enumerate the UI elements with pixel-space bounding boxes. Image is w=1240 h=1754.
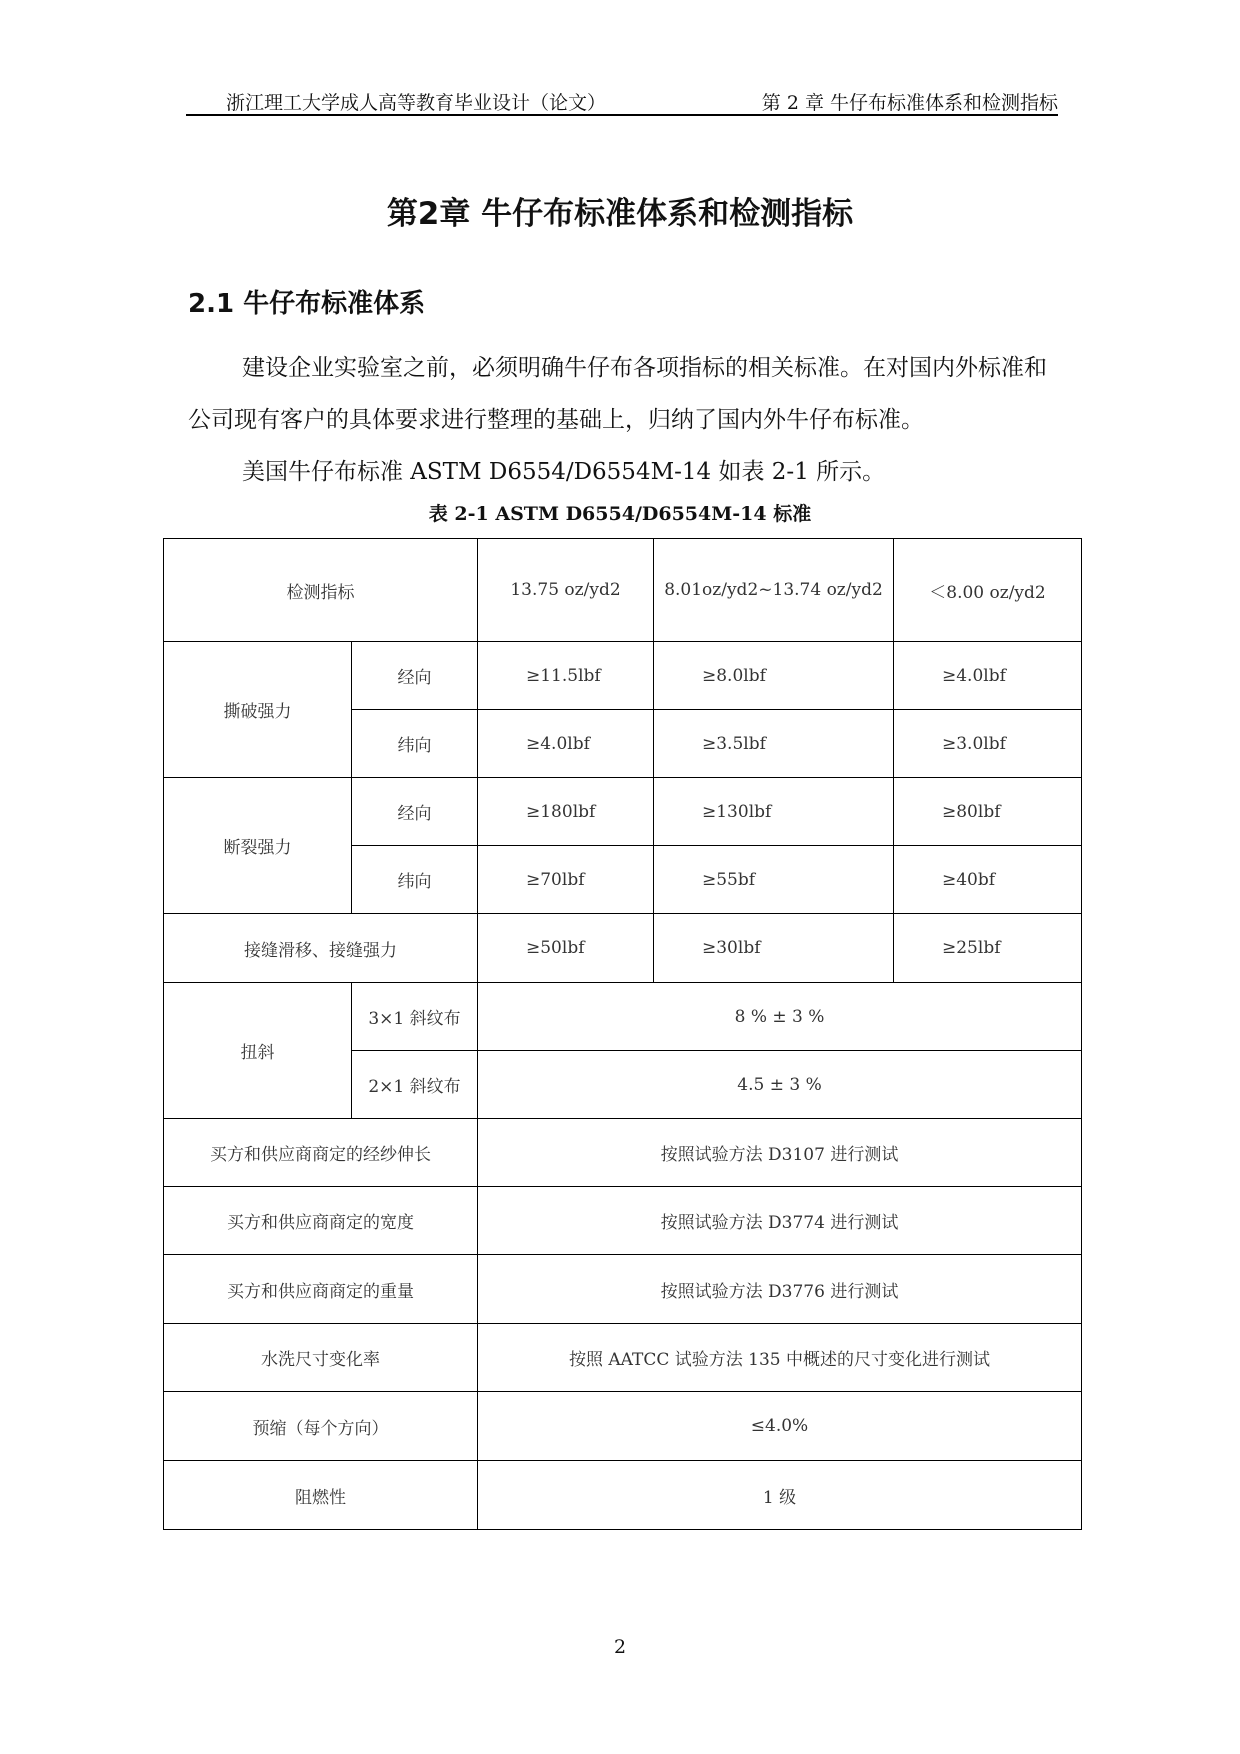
value-cell: ≥130lbf [654,778,894,846]
row-label: 买方和供应商商定的重量 [164,1255,478,1324]
value-cell: ≥8.0lbf [654,642,894,710]
value-cell: ≥180lbf [478,778,654,846]
value-cell: ≥70lbf [478,846,654,914]
table-row [164,914,1082,983]
intro-paragraph: 建设企业实验室之前，必须明确牛仔布各项指标的相关标准。在对国内外标准和公司现有客户的具体要求进行整理的基础上，归纳了国内外牛仔布标准。 [188,355,1047,433]
seam-slippage-label: 接缝滑移、接缝强力 [164,914,478,983]
row-label: 水洗尺寸变化率 [164,1324,478,1392]
value-cell: ≥55bf [654,846,894,914]
header-weight-heavy-cell: 13.75 oz/yd2 [478,539,654,642]
value-cell: 4.5 ± 3 % [478,1051,1082,1119]
row-label: 买方和供应商商定的宽度 [164,1187,478,1255]
table-row [164,1255,1082,1324]
value-cell: ≥4.0lbf [478,710,654,778]
twill-type-cell: 2×1 斜纹布 [352,1051,478,1119]
direction-cell: 经向 [352,778,478,846]
table-row [164,1119,1082,1187]
value-cell: ≥40bf [894,846,1082,914]
value-cell: 按照试验方法 D3776 进行测试 [478,1255,1082,1324]
table-row [164,778,1082,846]
header-indicator-cell: 检测指标 [164,539,478,642]
direction-cell: 纬向 [352,846,478,914]
table-row [164,1461,1082,1530]
table-row [164,1392,1082,1461]
direction-cell: 纬向 [352,710,478,778]
table-row [164,1187,1082,1255]
value-cell: ≤4.0% [478,1392,1082,1461]
value-cell: ≥3.0lbf [894,710,1082,778]
value-cell: 按照 AATCC 试验方法 135 中概述的尺寸变化进行测试 [478,1324,1082,1392]
twill-type-cell: 3×1 斜纹布 [352,983,478,1051]
value-cell: 按照试验方法 D3774 进行测试 [478,1187,1082,1255]
header-weight-medium-cell: 8.01oz/yd2~13.74 oz/yd2 [654,539,894,642]
value-cell: 1 级 [478,1461,1082,1530]
page-number: 2 [613,1636,627,1658]
value-cell: ≥3.5lbf [654,710,894,778]
value-cell: ≥11.5lbf [478,642,654,710]
row-label: 阻燃性 [164,1461,478,1530]
direction-cell: 经向 [352,642,478,710]
section-title: 2.1 牛仔布标准体系 [188,289,426,319]
value-cell: 按照试验方法 D3107 进行测试 [478,1119,1082,1187]
chapter-title: 第2章 牛仔布标准体系和检测指标 [386,196,854,232]
value-cell: ≥80lbf [894,778,1082,846]
value-cell: ≥50lbf [478,914,654,983]
table-caption: 表 2-1 ASTM D6554/D6554M-14 标准 [428,503,812,525]
skew-label: 扭斜 [164,983,352,1119]
value-cell: ≥4.0lbf [894,642,1082,710]
standard-table [163,538,1082,1530]
tear-strength-label: 撕破强力 [164,642,352,778]
value-cell: ≥30lbf [654,914,894,983]
header-thesis-title: 浙江理工大学成人高等教育毕业设计（论文） [226,92,607,114]
row-label: 买方和供应商商定的经纱伸长 [164,1119,478,1187]
header-chapter-title: 第 2 章 牛仔布标准体系和检测指标 [761,92,1058,114]
header-weight-light-cell: ＜8.00 oz/yd2 [894,539,1082,642]
table-row [164,1324,1082,1392]
value-cell: ≥25lbf [894,914,1082,983]
table-row [164,642,1082,710]
table-reference-paragraph: 美国牛仔布标准 ASTM D6554/D6554M-14 如表 2-1 所示。 [242,459,886,485]
row-label: 预缩（每个方向） [164,1392,478,1461]
page-header [186,86,1058,116]
value-cell: 8 % ± 3 % [478,983,1082,1051]
table-header-row [164,539,1082,642]
breaking-strength-label: 断裂强力 [164,778,352,914]
table-row [164,983,1082,1051]
